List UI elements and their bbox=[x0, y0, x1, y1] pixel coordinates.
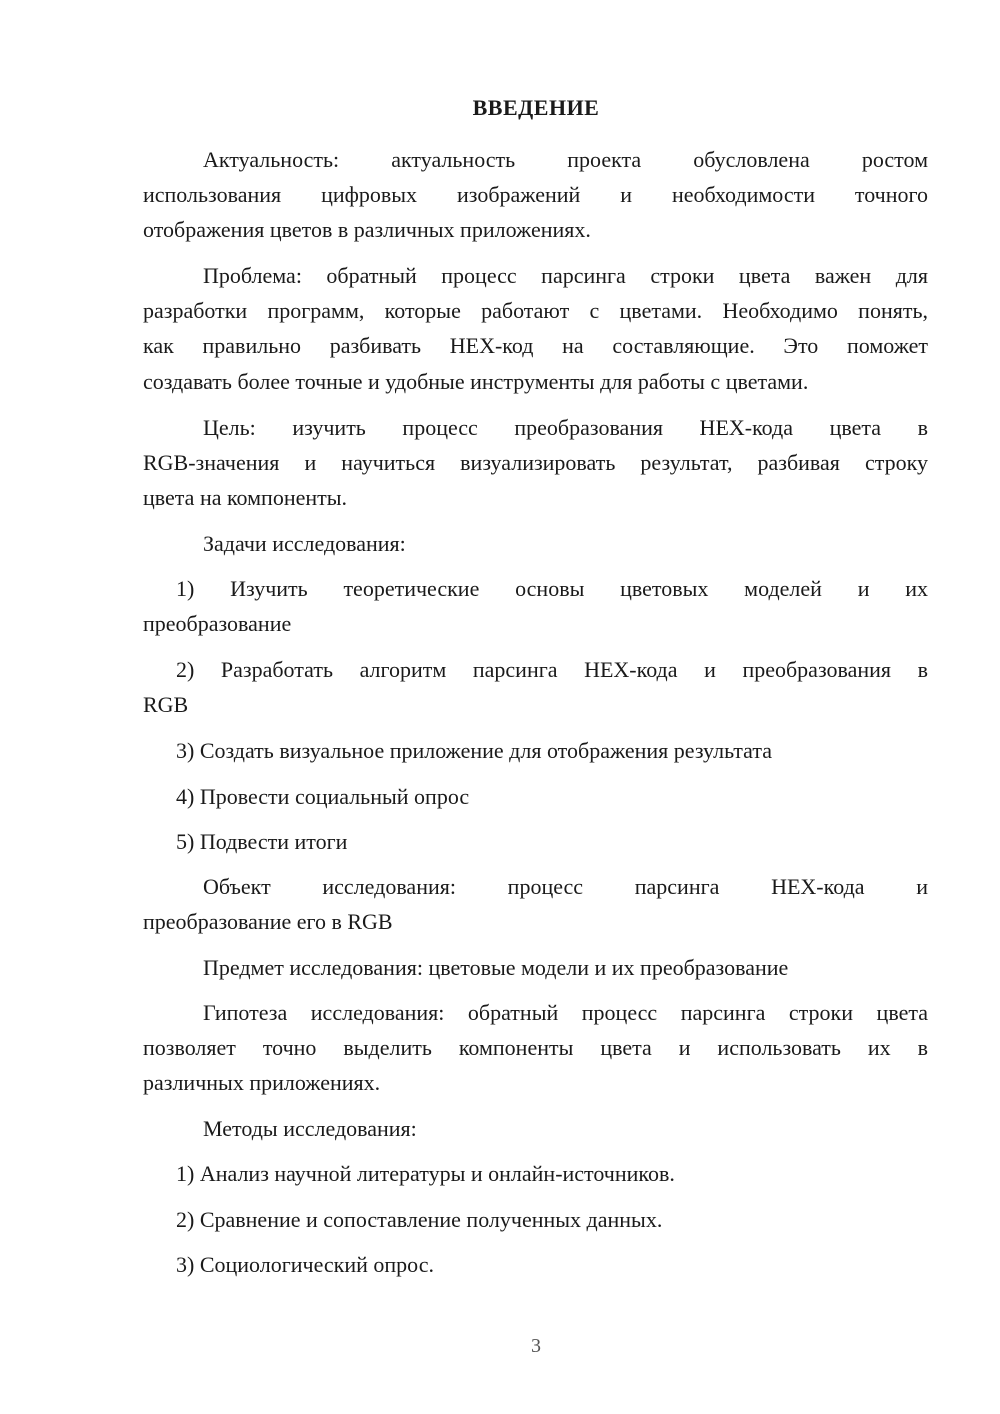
hypothesis-line-2: позволяет точно выделить компоненты цвета и использовать их в bbox=[143, 1035, 928, 1060]
object-line-2: преобразование его в RGB bbox=[143, 909, 393, 934]
task-2-line-1: 2) Разработать алгоритм парсинга HEX-кода и преобразования в bbox=[176, 657, 928, 682]
method-2: 2) Сравнение и сопоставление полученных данных. bbox=[176, 1207, 663, 1232]
goal-line-3: цвета на компоненты. bbox=[143, 485, 348, 510]
problem-line-1: Проблема: обратный процесс парсинга строки цвета важен для bbox=[203, 263, 928, 288]
goal-line-1: Цель: изучить процесс преобразования HEX-кода цвета в bbox=[203, 415, 928, 440]
goal-line-2: RGB-значения и научиться визуализировать результат, разбивая строку bbox=[143, 450, 928, 475]
task-3: 3) Создать визуальное приложение для отображения результата bbox=[176, 738, 772, 763]
hypothesis-line-3: различных приложениях. bbox=[143, 1070, 381, 1095]
problem-line-4: создавать более точные и удобные инструменты для работы с цветами. bbox=[143, 369, 809, 394]
hypothesis-line-1: Гипотеза исследования: обратный процесс парсинга строки цвета bbox=[203, 1000, 928, 1025]
tasks-heading: Задачи исследования: bbox=[203, 531, 406, 556]
method-1: 1) Анализ научной литературы и онлайн-источников. bbox=[176, 1161, 675, 1186]
problem-line-3: как правильно разбивать HEX-код на составляющие. Это поможет bbox=[143, 333, 928, 358]
relevance-line-1: Актуальность: актуальность проекта обусловлена ростом bbox=[203, 147, 928, 172]
task-2-line-2: RGB bbox=[143, 692, 189, 717]
relevance-line-2: использования цифровых изображений и необходимости точного bbox=[143, 182, 928, 207]
relevance-line-3: отображения цветов в различных приложениях. bbox=[143, 217, 591, 242]
section-title: ВВЕДЕНИЕ bbox=[472, 95, 600, 120]
object-line-1: Объект исследования: процесс парсинга HEX-кода и bbox=[203, 874, 928, 899]
methods-heading: Методы исследования: bbox=[203, 1116, 417, 1141]
problem-line-2: разработки программ, которые работают с цветами. Необходимо понять, bbox=[143, 298, 928, 323]
method-3: 3) Социологический опрос. bbox=[176, 1252, 434, 1277]
task-4: 4) Провести социальный опрос bbox=[176, 784, 470, 809]
task-1-line-1: 1) Изучить теоретические основы цветовых моделей и их bbox=[176, 576, 928, 601]
task-1-line-2: преобразование bbox=[143, 611, 292, 636]
subject-line: Предмет исследования: цветовые модели и их преобразование bbox=[203, 955, 789, 980]
task-5: 5) Подвести итоги bbox=[176, 829, 348, 854]
page-number: 3 bbox=[531, 1335, 541, 1357]
